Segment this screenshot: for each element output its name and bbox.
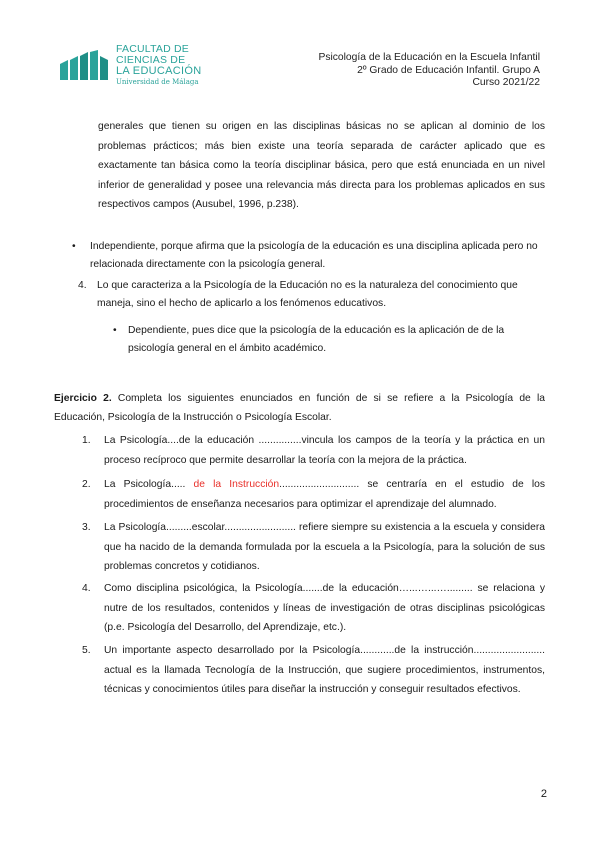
item-answer: de la Instrucción (193, 479, 280, 490)
exercise-item-2 (82, 475, 545, 514)
list-number: 4. (78, 280, 87, 291)
item-number: 3. (82, 522, 91, 533)
bullet-text: Independiente, porque afirma que la psicología de la educación es una disciplina aplicada pero no relacionada directamente con la psicología general. (90, 241, 538, 270)
item-text-before: Como disciplina psicológica, la Psicología.......de la educación…...…...…......... se relaciona y nutre de los resultados, contenidos y líneas de investigación de otras disciplinas psicológicas (p.e. Psicología del Desarrollo, del Aprendizaje, etc.). (104, 583, 545, 633)
item-text-before: La Psicología.........escolar......................... (104, 522, 296, 533)
header-course: Psicología de la Educación en la Escuela Infantil (318, 52, 540, 63)
logo-text (116, 44, 202, 87)
header-year: Curso 2021/22 (472, 77, 540, 88)
logo-line-3: LA EDUCACIÓN (116, 65, 202, 77)
document-header (318, 52, 540, 90)
item-text-after: ............................ se centraría en el estudio de los procedimientos de enseñanza necesarios para optimizar el aprendizaje del alumnado. (104, 479, 545, 510)
exercise-item-5 (82, 641, 545, 700)
bullet-icon: • (113, 325, 117, 336)
exercise-item-3 (82, 518, 545, 577)
exercise-intro (54, 389, 545, 427)
item-text-before: La Psicología..... (104, 479, 194, 490)
logo-line-2: CIENCIAS DE (116, 54, 186, 66)
header-grade: 2º Grado de Educación Infantil. Grupo A (357, 64, 540, 76)
item-text-after: vincula los campos de la teoría y la práctica en un proceso recíproco que permite desarrollar la teoría con la mejora de la práctica. (104, 435, 545, 466)
bullet-icon: • (72, 241, 76, 252)
item-text-before: Un importante aspecto desarrollado por la Psicología............de la instrucción......................... actual es la llamada Tecnología de la Instrucción, que sugiere procedimientos, instrumentos, técnicas y conocimientos útiles para diseñar la instrucción y conseguir resultados efectivos. (104, 645, 545, 695)
exercise-item-4 (82, 579, 545, 638)
faculty-logo-icon (60, 50, 112, 80)
page-number: 2 (540, 788, 547, 800)
faculty-logo (60, 44, 200, 92)
logo-university: Universidad de Málaga (116, 78, 199, 86)
exercise-item-1 (82, 431, 545, 470)
item-number: 5. (82, 645, 91, 656)
item-number: 2. (82, 479, 91, 490)
item-number: 1. (82, 435, 91, 446)
list-text: Lo que caracteriza a la Psicología de la Educación no es la naturaleza del conocimiento que maneja, sino el hecho de aplicarlo a los fenómenos educativos. (97, 280, 518, 309)
item-number: 4. (82, 583, 91, 594)
item-text-after: refiere siempre su existencia a la escuela y considera que ha nacido de la demanda formulada por la escuela a la Psicología, para la solución de sus problemas concretos y cotidianos. (104, 522, 545, 572)
exercise-label: Ejercicio 2. (54, 393, 112, 404)
bullet-text: Dependiente, pues dice que la psicología de la educación es la aplicación de de la psicología general en el ámbito académico. (128, 325, 505, 354)
exercise-text: Completa los siguientes enunciados en función de si se refiere a la Psicología de la Educación, Psicología de la Instrucción o Psicología Escolar. (54, 393, 545, 423)
item-text-before: La Psicología....de la educación ............... (104, 435, 302, 446)
logo-line-1: FACULTAD DE (116, 43, 189, 55)
quote-paragraph: generales que tienen su origen en las disciplinas básicas no se aplican al dominio de los problemas prácticos; más bien existe una teoría separada de carácter aplicado que es exactamente tan básica como la teoría disciplinar básica, pero que está enunciada en un nivel inferior de generalidad y posee una relevancia más directa para los problemas aplicados en sus respectivos campos (Ausubel, 1996, p.238). (98, 121, 545, 210)
